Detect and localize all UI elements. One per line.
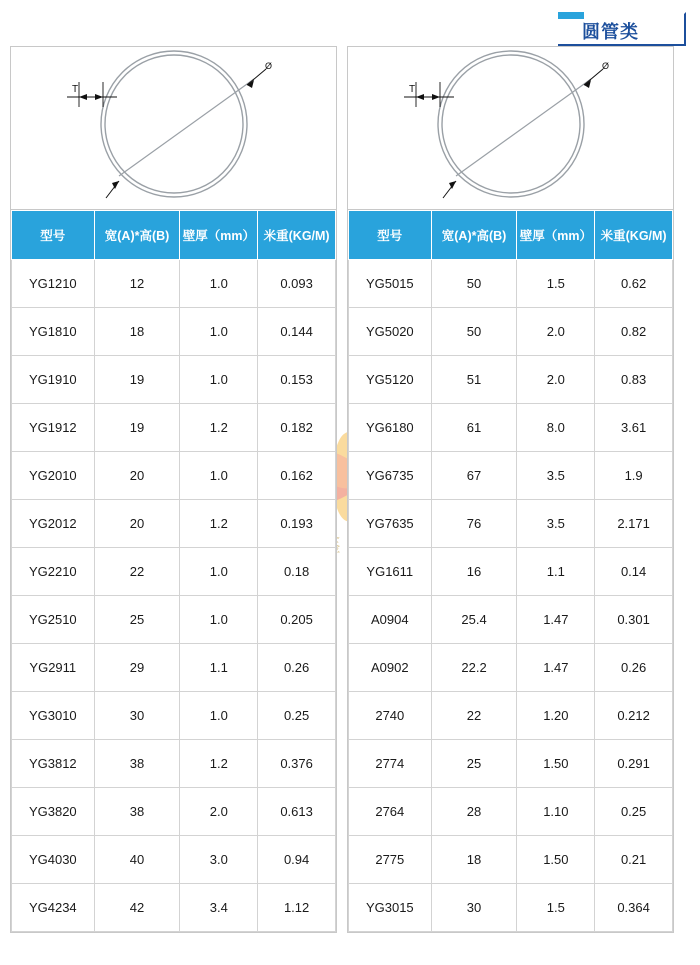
cell-model: YG3015 [349, 884, 432, 932]
cell-thickness: 1.0 [180, 692, 258, 740]
cell-thickness: 1.50 [517, 740, 595, 788]
cell-model: YG2012 [12, 500, 95, 548]
cell-thickness: 1.2 [180, 404, 258, 452]
cell-model: 2740 [349, 692, 432, 740]
cell-size: 18 [94, 308, 180, 356]
cell-size: 20 [94, 500, 180, 548]
svg-text:T: T [72, 84, 79, 95]
column-header-weight: 米重(KG/M) [595, 211, 673, 260]
table-row [12, 308, 336, 356]
cell-model: A0904 [349, 596, 432, 644]
cell-model: YG1611 [349, 548, 432, 596]
table-row [349, 500, 673, 548]
left-pipe-diagram [11, 47, 336, 210]
cell-thickness: 1.5 [517, 260, 595, 308]
header-badge [558, 12, 686, 48]
cell-size: 12 [94, 260, 180, 308]
column-header-model: 型号 [12, 211, 95, 260]
cell-model: YG3010 [12, 692, 95, 740]
cell-thickness: 3.5 [517, 452, 595, 500]
cell-model: YG1910 [12, 356, 95, 404]
table-row [12, 788, 336, 836]
cell-model: YG2510 [12, 596, 95, 644]
cell-model: YG2911 [12, 644, 95, 692]
cell-size: 61 [431, 404, 517, 452]
cell-size: 29 [94, 644, 180, 692]
table-row [349, 404, 673, 452]
cell-thickness: 1.50 [517, 836, 595, 884]
cell-thickness: 2.0 [517, 356, 595, 404]
cell-weight: 3.61 [595, 404, 673, 452]
cell-size: 51 [431, 356, 517, 404]
cell-weight: 0.093 [258, 260, 336, 308]
cell-weight: 0.83 [595, 356, 673, 404]
cell-weight: 2.171 [595, 500, 673, 548]
cell-thickness: 2.0 [517, 308, 595, 356]
cell-size: 40 [94, 836, 180, 884]
cell-weight: 0.153 [258, 356, 336, 404]
cell-size: 25 [431, 740, 517, 788]
cell-weight: 0.205 [258, 596, 336, 644]
cell-weight: 0.376 [258, 740, 336, 788]
cell-model: YG5015 [349, 260, 432, 308]
cell-size: 22 [431, 692, 517, 740]
cell-size: 16 [431, 548, 517, 596]
table-row [349, 644, 673, 692]
cell-size: 18 [431, 836, 517, 884]
cell-model: YG6735 [349, 452, 432, 500]
cell-model: YG6180 [349, 404, 432, 452]
cell-weight: 0.364 [595, 884, 673, 932]
table-row [349, 788, 673, 836]
cell-size: 50 [431, 308, 517, 356]
cell-size: 30 [431, 884, 517, 932]
cell-model: YG7635 [349, 500, 432, 548]
cell-size: 19 [94, 356, 180, 404]
cell-weight: 0.82 [595, 308, 673, 356]
table-row [349, 308, 673, 356]
cell-thickness: 1.2 [180, 740, 258, 788]
cell-thickness: 1.1 [180, 644, 258, 692]
column-header-thickness: 壁厚（mm） [180, 211, 258, 260]
cell-thickness: 1.0 [180, 452, 258, 500]
cell-thickness: 1.1 [517, 548, 595, 596]
cell-weight: 0.182 [258, 404, 336, 452]
cell-weight: 0.26 [258, 644, 336, 692]
cell-thickness: 1.20 [517, 692, 595, 740]
cell-thickness: 1.10 [517, 788, 595, 836]
table-header-row [349, 211, 673, 260]
cell-model: YG5020 [349, 308, 432, 356]
column-header-size: 宽(A)*高(B) [431, 211, 517, 260]
cell-size: 67 [431, 452, 517, 500]
table-row [349, 692, 673, 740]
cell-size: 50 [431, 260, 517, 308]
table-row [12, 836, 336, 884]
cell-thickness: 1.0 [180, 596, 258, 644]
cell-thickness: 2.0 [180, 788, 258, 836]
cell-model: YG5120 [349, 356, 432, 404]
right-spec-table [348, 210, 673, 932]
cell-weight: 0.144 [258, 308, 336, 356]
table-header-row [12, 211, 336, 260]
column-header-thickness: 壁厚（mm） [517, 211, 595, 260]
table-row [349, 740, 673, 788]
page-title: 圆管类 [582, 22, 639, 42]
table-row [12, 596, 336, 644]
cell-thickness: 1.0 [180, 260, 258, 308]
table-row [12, 692, 336, 740]
cell-size: 38 [94, 740, 180, 788]
cell-model: 2774 [349, 740, 432, 788]
right-pipe-diagram [348, 47, 673, 210]
cell-size: 42 [94, 884, 180, 932]
cell-weight: 0.62 [595, 260, 673, 308]
pipe-cross-section-icon [348, 47, 673, 208]
table-row [12, 548, 336, 596]
table-row [349, 884, 673, 932]
table-row [349, 260, 673, 308]
cell-weight: 0.25 [595, 788, 673, 836]
cell-thickness: 1.0 [180, 308, 258, 356]
cell-model: YG1810 [12, 308, 95, 356]
column-header-size: 宽(A)*高(B) [94, 211, 180, 260]
table-row [349, 548, 673, 596]
table-row [12, 404, 336, 452]
cell-thickness: 8.0 [517, 404, 595, 452]
cell-thickness: 1.0 [180, 356, 258, 404]
cell-model: YG1912 [12, 404, 95, 452]
cell-thickness: 1.47 [517, 596, 595, 644]
cell-weight: 1.9 [595, 452, 673, 500]
table-row [12, 452, 336, 500]
svg-text:T: T [409, 84, 416, 95]
cell-thickness: 1.47 [517, 644, 595, 692]
cell-model: YG2010 [12, 452, 95, 500]
cell-size: 30 [94, 692, 180, 740]
right-panel [347, 46, 674, 933]
cell-size: 28 [431, 788, 517, 836]
table-row [12, 644, 336, 692]
cell-model: YG4030 [12, 836, 95, 884]
cell-weight: 1.12 [258, 884, 336, 932]
cell-thickness: 3.4 [180, 884, 258, 932]
cell-weight: 0.193 [258, 500, 336, 548]
cell-thickness: 3.5 [517, 500, 595, 548]
cell-model: YG3820 [12, 788, 95, 836]
svg-text:Ø: Ø [602, 61, 610, 71]
cell-size: 25 [94, 596, 180, 644]
table-row [12, 260, 336, 308]
cell-weight: 0.94 [258, 836, 336, 884]
cell-model: YG4234 [12, 884, 95, 932]
cell-model: A0902 [349, 644, 432, 692]
cell-weight: 0.18 [258, 548, 336, 596]
cell-weight: 0.162 [258, 452, 336, 500]
cell-model: YG3812 [12, 740, 95, 788]
cell-size: 76 [431, 500, 517, 548]
cell-model: YG1210 [12, 260, 95, 308]
cell-weight: 0.26 [595, 644, 673, 692]
cell-size: 20 [94, 452, 180, 500]
column-header-weight: 米重(KG/M) [258, 211, 336, 260]
table-row [349, 596, 673, 644]
cell-thickness: 1.2 [180, 500, 258, 548]
table-row [12, 740, 336, 788]
cell-model: YG2210 [12, 548, 95, 596]
cell-weight: 0.301 [595, 596, 673, 644]
table-row [349, 452, 673, 500]
cell-weight: 0.291 [595, 740, 673, 788]
table-row [12, 500, 336, 548]
cell-weight: 0.14 [595, 548, 673, 596]
pipe-cross-section-icon [11, 47, 336, 208]
cell-size: 38 [94, 788, 180, 836]
table-row [349, 836, 673, 884]
cell-thickness: 1.0 [180, 548, 258, 596]
cell-weight: 0.21 [595, 836, 673, 884]
column-header-model: 型号 [349, 211, 432, 260]
cell-weight: 0.613 [258, 788, 336, 836]
cell-weight: 0.25 [258, 692, 336, 740]
cell-thickness: 3.0 [180, 836, 258, 884]
cell-thickness: 1.5 [517, 884, 595, 932]
left-panel [10, 46, 337, 933]
cell-model: 2775 [349, 836, 432, 884]
table-row [12, 884, 336, 932]
cell-size: 22.2 [431, 644, 517, 692]
svg-text:Ø: Ø [265, 61, 273, 71]
cell-model: 2764 [349, 788, 432, 836]
cell-size: 22 [94, 548, 180, 596]
left-spec-table [11, 210, 336, 932]
cell-size: 19 [94, 404, 180, 452]
cell-size: 25.4 [431, 596, 517, 644]
table-row [12, 356, 336, 404]
cell-weight: 0.212 [595, 692, 673, 740]
table-row [349, 356, 673, 404]
